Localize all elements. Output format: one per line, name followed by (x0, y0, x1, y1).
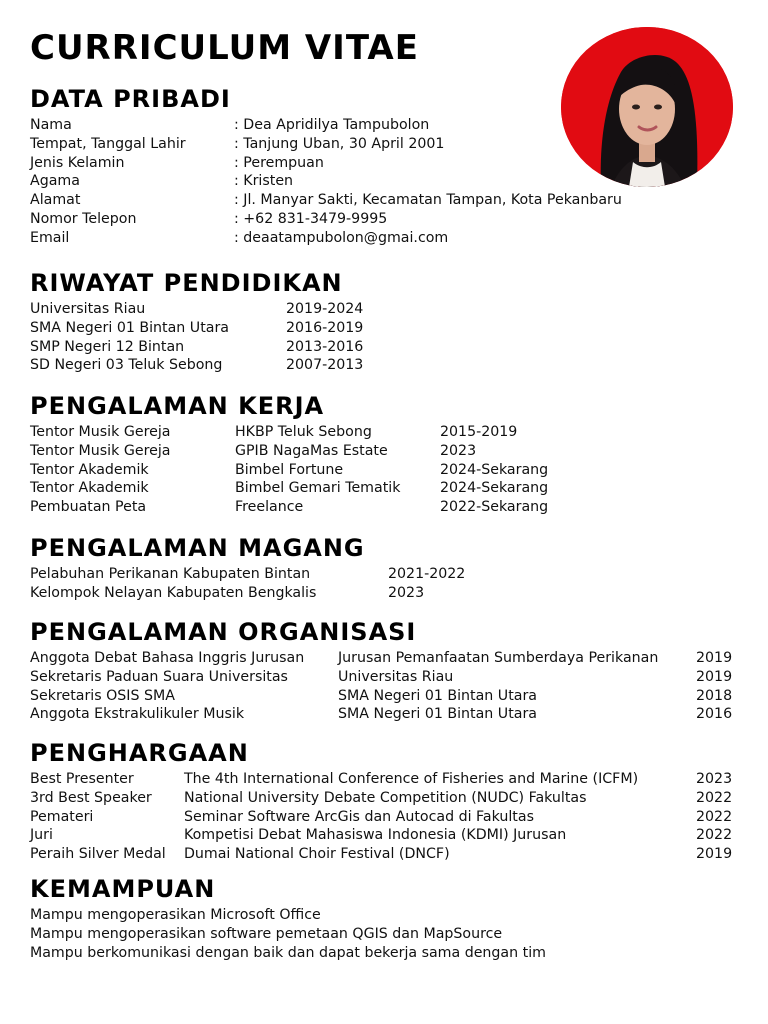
education-row (30, 300, 738, 319)
skill-item (30, 906, 738, 925)
organization-list (30, 649, 738, 724)
school-years: 2013-2016 (286, 338, 364, 355)
skill-text: Mampu mengoperasikan Microsoft Office (30, 907, 321, 923)
personal-row-telepon (30, 210, 738, 229)
award-row (30, 845, 738, 864)
org-name: SMA Negeri 01 Bintan Utara (338, 706, 537, 723)
section-kemampuan (30, 874, 738, 962)
page-title: CURRICULUM VITAE (30, 28, 419, 68)
work-years: 2024-Sekarang (440, 480, 549, 497)
organization-row (30, 668, 738, 687)
org-role: Sekretaris Paduan Suara Universitas (30, 668, 288, 685)
field-value: : Tanjung Uban, 30 April 2001 (234, 135, 445, 152)
org-year: 2019 (696, 668, 733, 685)
education-row (30, 319, 738, 338)
work-years: 2024-Sekarang (440, 461, 549, 478)
field-label: Email (30, 229, 70, 246)
org-year: 2018 (696, 687, 733, 704)
award-title: Pemateri (30, 808, 94, 825)
award-year: 2022 (696, 827, 733, 844)
work-row (30, 498, 738, 517)
award-year: 2022 (696, 789, 733, 806)
internship-list (30, 565, 738, 603)
award-row (30, 789, 738, 808)
section-magang (30, 533, 738, 603)
section-kerja (30, 391, 738, 517)
internship-years: 2023 (388, 584, 425, 601)
work-row (30, 442, 738, 461)
skill-text: Mampu berkomunikasi dengan baik dan dapat bekerja sama dengan tim (30, 944, 546, 961)
organization-row (30, 705, 738, 724)
award-title: Best Presenter (30, 771, 134, 787)
school-name: SMA Negeri 01 Bintan Utara (30, 319, 229, 336)
skill-item (30, 944, 738, 963)
internship-place: Kelompok Nelayan Kabupaten Bengkalis (30, 584, 317, 601)
education-row (30, 338, 738, 357)
org-name: Universitas Riau (338, 668, 454, 685)
field-value: : Jl. Manyar Sakti, Kecamatan Tampan, Kota Pekanbaru (234, 192, 622, 209)
field-value: : deaatampubolon@gmai.com (234, 229, 449, 246)
school-years: 2007-2013 (286, 357, 364, 374)
award-row (30, 770, 738, 789)
field-label: Jenis Kelamin (30, 154, 125, 171)
education-row (30, 356, 738, 375)
work-place: HKBP Teluk Sebong (235, 424, 372, 440)
school-years: 2019-2024 (286, 301, 364, 317)
work-list (30, 423, 738, 517)
personal-row-ttl (30, 135, 738, 154)
school-name: SD Negeri 03 Teluk Sebong (30, 357, 223, 374)
section-organisasi (30, 617, 738, 724)
internship-place: Pelabuhan Perikanan Kabupaten Bintan (30, 566, 311, 582)
work-row (30, 423, 738, 442)
field-value: : Dea Apridilya Tampubolon (234, 117, 430, 133)
field-label: Alamat (30, 192, 81, 209)
award-event: The 4th International Conference of Fisheries and Marine (ICFM) (184, 771, 639, 787)
org-year: 2019 (696, 650, 733, 666)
field-value: : Kristen (234, 173, 294, 190)
work-place: GPIB NagaMas Estate (235, 442, 388, 459)
field-value: : +62 831-3479-9995 (234, 210, 388, 227)
award-year: 2023 (696, 771, 733, 787)
school-name: Universitas Riau (30, 301, 146, 317)
organization-row (30, 687, 738, 706)
internship-row (30, 565, 738, 584)
award-event: Kompetisi Debat Mahasiswa Indonesia (KDMI) Jurusan (184, 827, 567, 844)
section-data-pribadi (30, 84, 738, 248)
field-label: Agama (30, 173, 80, 190)
award-event: Dumai National Choir Festival (DNCF) (184, 846, 450, 863)
org-role: Sekretaris OSIS SMA (30, 687, 175, 704)
personal-row-nama (30, 116, 738, 135)
org-role: Anggota Debat Bahasa Inggris Jurusan (30, 650, 305, 666)
field-label: Tempat, Tanggal Lahir (30, 135, 186, 152)
award-row (30, 826, 738, 845)
award-list (30, 770, 738, 864)
field-value: : Perempuan (234, 154, 324, 171)
section-heading: PENGALAMAN KERJA (30, 392, 325, 420)
section-pendidikan (30, 268, 738, 375)
internship-row (30, 584, 738, 603)
award-year: 2019 (696, 846, 733, 863)
skill-item (30, 925, 738, 944)
work-role: Tentor Musik Gereja (30, 424, 171, 440)
section-heading: RIWAYAT PENDIDIKAN (30, 269, 343, 297)
internship-years: 2021-2022 (388, 566, 466, 582)
work-place: Bimbel Fortune (235, 461, 344, 478)
section-heading: KEMAMPUAN (30, 875, 216, 903)
work-role: Pembuatan Peta (30, 499, 147, 516)
work-row (30, 479, 738, 498)
work-years: 2015-2019 (440, 424, 518, 440)
section-heading: DATA PRIBADI (30, 85, 231, 113)
award-row (30, 808, 738, 827)
award-year: 2022 (696, 808, 733, 825)
skill-list (30, 906, 738, 962)
work-row (30, 461, 738, 480)
school-years: 2016-2019 (286, 319, 364, 336)
section-penghargaan (30, 738, 738, 864)
org-year: 2016 (696, 706, 733, 723)
field-label: Nomor Telepon (30, 210, 137, 227)
section-heading: PENGALAMAN MAGANG (30, 534, 365, 562)
work-place: Bimbel Gemari Tematik (235, 480, 401, 497)
personal-row-gender (30, 154, 738, 173)
award-event: National University Debate Competition (NUDC) Fakultas (184, 789, 587, 806)
skill-text: Mampu mengoperasikan software pemetaan QGIS dan MapSource (30, 925, 503, 942)
work-role: Tentor Akademik (30, 480, 149, 497)
org-name: SMA Negeri 01 Bintan Utara (338, 687, 537, 704)
education-list (30, 300, 738, 375)
work-role: Tentor Akademik (30, 461, 149, 478)
award-title: Juri (30, 827, 53, 844)
work-years: 2023 (440, 442, 477, 459)
section-heading: PENGHARGAAN (30, 739, 249, 767)
personal-row-email (30, 229, 738, 248)
org-role: Anggota Ekstrakulikuler Musik (30, 706, 245, 723)
award-title: 3rd Best Speaker (30, 789, 152, 806)
personal-data-list (30, 116, 738, 248)
work-role: Tentor Musik Gereja (30, 442, 171, 459)
work-years: 2022-Sekarang (440, 499, 549, 516)
award-title: Peraih Silver Medal (30, 846, 166, 863)
section-heading: PENGALAMAN ORGANISASI (30, 618, 417, 646)
org-name: Jurusan Pemanfaatan Sumberdaya Perikanan (338, 650, 659, 666)
personal-row-alamat (30, 191, 738, 210)
school-name: SMP Negeri 12 Bintan (30, 338, 185, 355)
field-label: Nama (30, 117, 72, 133)
award-event: Seminar Software ArcGis dan Autocad di Fakultas (184, 808, 534, 825)
organization-row (30, 649, 738, 668)
work-place: Freelance (235, 499, 304, 516)
personal-row-agama (30, 172, 738, 191)
